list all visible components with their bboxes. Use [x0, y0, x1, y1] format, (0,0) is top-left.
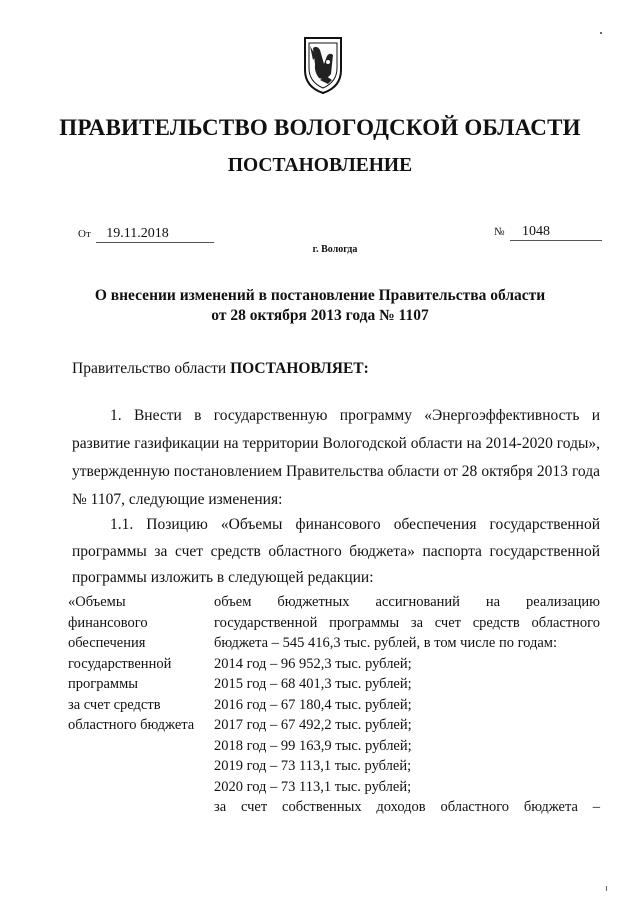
item1-1-line-3: программы изложить в следующей редакции: — [72, 569, 374, 586]
intro-line-3: бюджета – 545 416,3 тыс. рублей, в том числе по годам: — [214, 635, 558, 651]
scan-speck — [600, 32, 602, 34]
item1-1-line-2: программы за счет средств областного бюджета» паспорта государственной — [72, 543, 600, 560]
position-line: финансового — [68, 614, 148, 631]
date-value: 19.11.2018 — [96, 226, 214, 243]
position-value-cell — [214, 592, 600, 818]
position-line: обеспечения — [68, 635, 146, 651]
position-line: программы — [68, 676, 138, 692]
heading-line-2: от 28 октября 2013 года № 1107 — [211, 307, 429, 324]
position-line: областного бюджета — [68, 717, 195, 733]
date-label: От — [78, 228, 91, 240]
tail-line: за счет собственных доходов областного бюджета – — [214, 799, 600, 815]
year-line: 2017 год – 67 492,2 тыс. рублей; — [214, 717, 412, 733]
document-heading — [0, 286, 640, 326]
resolves-line — [72, 360, 369, 378]
year-line: 2020 год – 73 113,1 тыс. рублей; — [214, 778, 412, 795]
year-line: 2016 год – 67 180,4 тыс. рублей; — [214, 696, 412, 713]
position-name-cell — [68, 592, 214, 818]
document-type: ПОСТАНОВЛЕНИЕ — [227, 155, 413, 176]
year-line: 2015 год – 68 401,3 тыс. рублей; — [214, 676, 412, 692]
position-line: государственной — [68, 655, 172, 672]
year-line: 2014 год – 96 952,3 тыс. рублей; — [214, 655, 412, 672]
year-line: 2018 год – 99 163,9 тыс. рублей; — [214, 737, 412, 754]
table-row — [68, 592, 600, 818]
item1-line-2: развитие газификации на территории Вологодской области на 2014-2020 годы», — [72, 435, 600, 452]
item1-1-line-1: 1.1. Позицию «Объемы финансового обеспечения государственной — [110, 516, 600, 533]
year-line: 2019 год – 73 113,1 тыс. рублей; — [214, 758, 412, 774]
intro-line-2: государственной программы за счет средств областного — [214, 614, 600, 631]
position-line: «Объемы — [68, 594, 126, 610]
number-label: № — [494, 226, 505, 238]
intro-line-1: объем бюджетных ассигнований на реализацию — [214, 594, 600, 610]
position-line: за счет средств — [68, 696, 161, 713]
government-name: ПРАВИТЕЛЬСТВО ВОЛОГОДСКОЙ ОБЛАСТИ — [59, 115, 581, 140]
coat-of-arms-icon — [302, 34, 344, 96]
city-name: г. Вологда — [312, 244, 358, 255]
item1-line-4: № 1107, следующие изменения: — [72, 491, 283, 508]
number-value: 1048 — [510, 224, 602, 241]
item1-line-1: 1. Внести в государственную программу «Энергоэффективность и — [110, 407, 600, 424]
resolves-prefix: Правительство области — [72, 360, 227, 377]
item1-line-3: утвержденную постановлением Правительства области от 28 октября 2013 года — [72, 463, 600, 480]
scan-speck — [606, 886, 607, 891]
amendment-table — [68, 592, 600, 818]
date-field — [78, 226, 214, 243]
number-field — [494, 224, 602, 241]
resolves-bold: ПОСТАНОВЛЯЕТ: — [230, 360, 369, 377]
heading-line-1: О внесении изменений в постановление Правительства области — [94, 287, 546, 304]
